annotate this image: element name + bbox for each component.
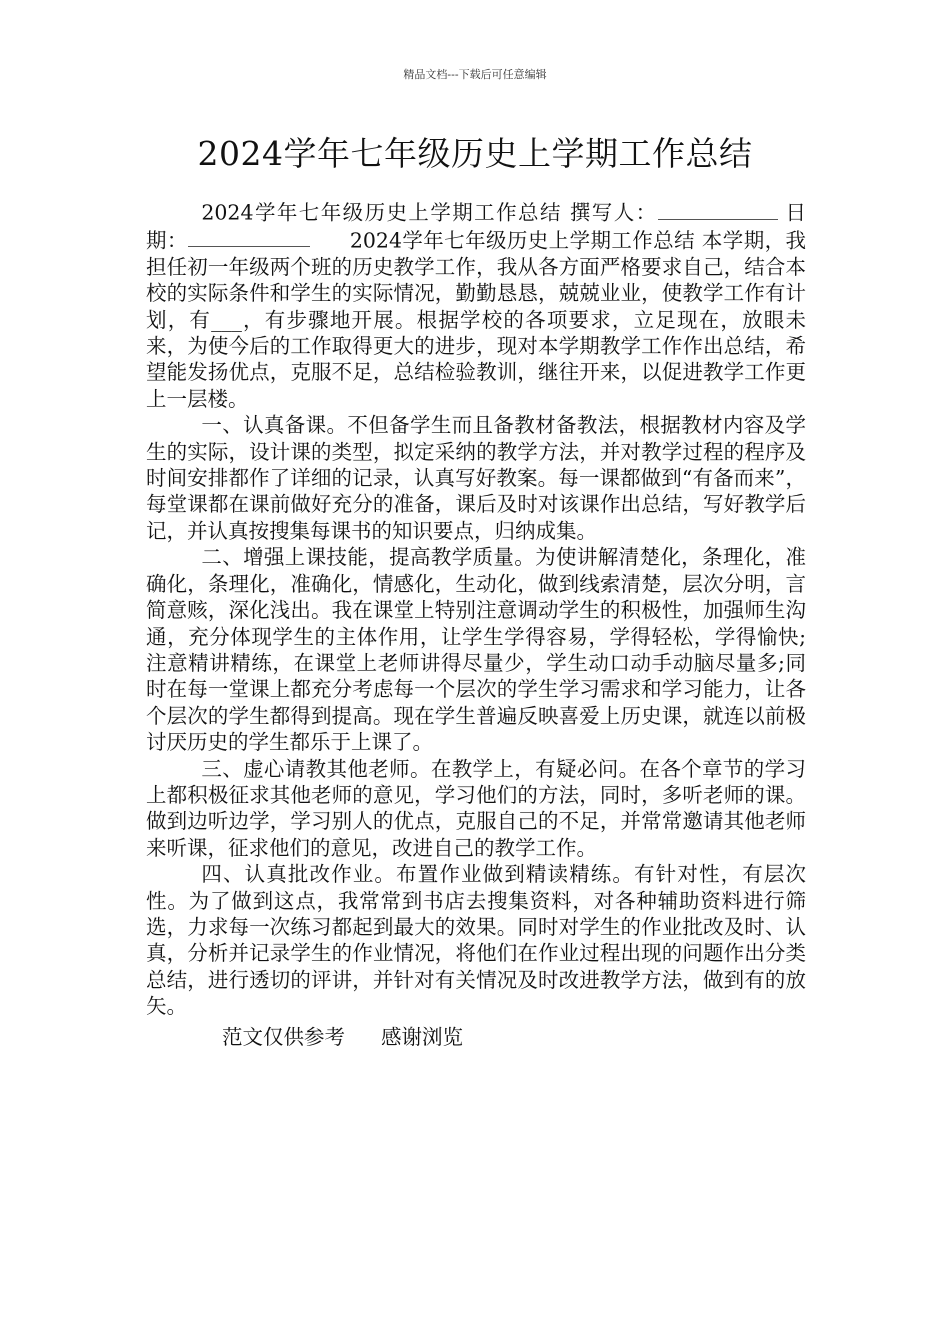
document-body [146,198,827,1020]
author-label: 撰写人： [569,200,658,225]
section-paragraph-2: 二、增强上课技能，提高教学质量。为使讲解清楚化，条理化，准确化，条理化，准确化，情感化，生动化，做到线索清楚，层次分明，言简意赅，深化浅出。我在课堂上特别注意调动学生的积极性，加强师生沟通，充分体现学生的主体作用，让学生学得容易，学得轻松，学得愉快;注意精讲精练，在课堂上老师讲得尽量少，学生动口动手动脑尽量多;同时在每一堂课上都充分考虑每一个层次的学生学习需求和学习能力，让各个层次的学生都得到提高。现在学生普遍反映喜爱上历史课，就连以前极讨厌历史的学生都乐于上课了。 [146,545,806,755]
section-paragraph-1: 一、认真备课。不但备学生而且备教材备教法，根据教材内容及学生的实际，设计课的类型，拟定采纳的教学方法，并对教学过程的程序及时间安排都作了详细的记录，认真写好教案。每一课都做到“有备而来”，每堂课都在课前做好充分的准备，课后及时对该课作出总结，写好教学后记，并认真按搜集每课书的知识要点，归纳成集。 [146,413,806,543]
author-blank [658,198,778,220]
footer-right: 感谢浏览 [381,1025,463,1049]
intro-doc-name: 2024学年七年级历史上学期工作总结 [201,200,562,225]
footer-line [222,1020,463,1050]
date-label: 日 期： [146,200,827,253]
footer-left: 范文仅供参考 [222,1025,345,1049]
section-paragraph-3: 三、虚心请教其他老师。在教学上，有疑必问。在各个章节的学习上都积极征求其他老师的意见，学习他们的方法，同时，多听老师的课。做到边听边学，学习别人的优点，克服自己的不足，并常常邀请其他老师来听课，征求他们的意见，改进自己的教学工作。 [146,756,806,860]
header-note: 精品文档---下载后可任意编辑 [403,68,547,81]
intro-doc-name-repeat: 2024学年七年级历史上学期工作总结 [349,228,695,253]
intro-text: 本学期，我担任初一年级两个班的历史教学工作，我从各方面严格要求自己，结合本校的实际条件和学生的实际情况，勤勤恳恳，兢兢业业，使教学工作有计划，有___，有步骤地开展。根据学校的各项要求，立足现在，放眼未来，为使今后的工作取得更大的进步，现对本学期教学工作作出总结，希望能发扬优点，克服不足，总结检验教训，继往开来，以促进教学工作更上一层楼。 [146,228,807,411]
section-paragraph-4: 四、认真批改作业。布置作业做到精读精练。有针对性，有层次性。为了做到这点，我常常到书店去搜集资料，对各种辅助资料进行筛选，力求每一次练习都起到最大的效果。同时对学生的作业批改及时、认真，分析并记录学生的作业情况，将他们在作业过程出现的问题作出分类总结，进行透切的评讲，并针对有关情况及时改进教学方法，做到有的放矢。 [146,862,806,1019]
document-title: 2024学年七年级历史上学期工作总结 [197,134,753,173]
intro-paragraph [146,198,827,412]
date-blank [188,226,310,248]
